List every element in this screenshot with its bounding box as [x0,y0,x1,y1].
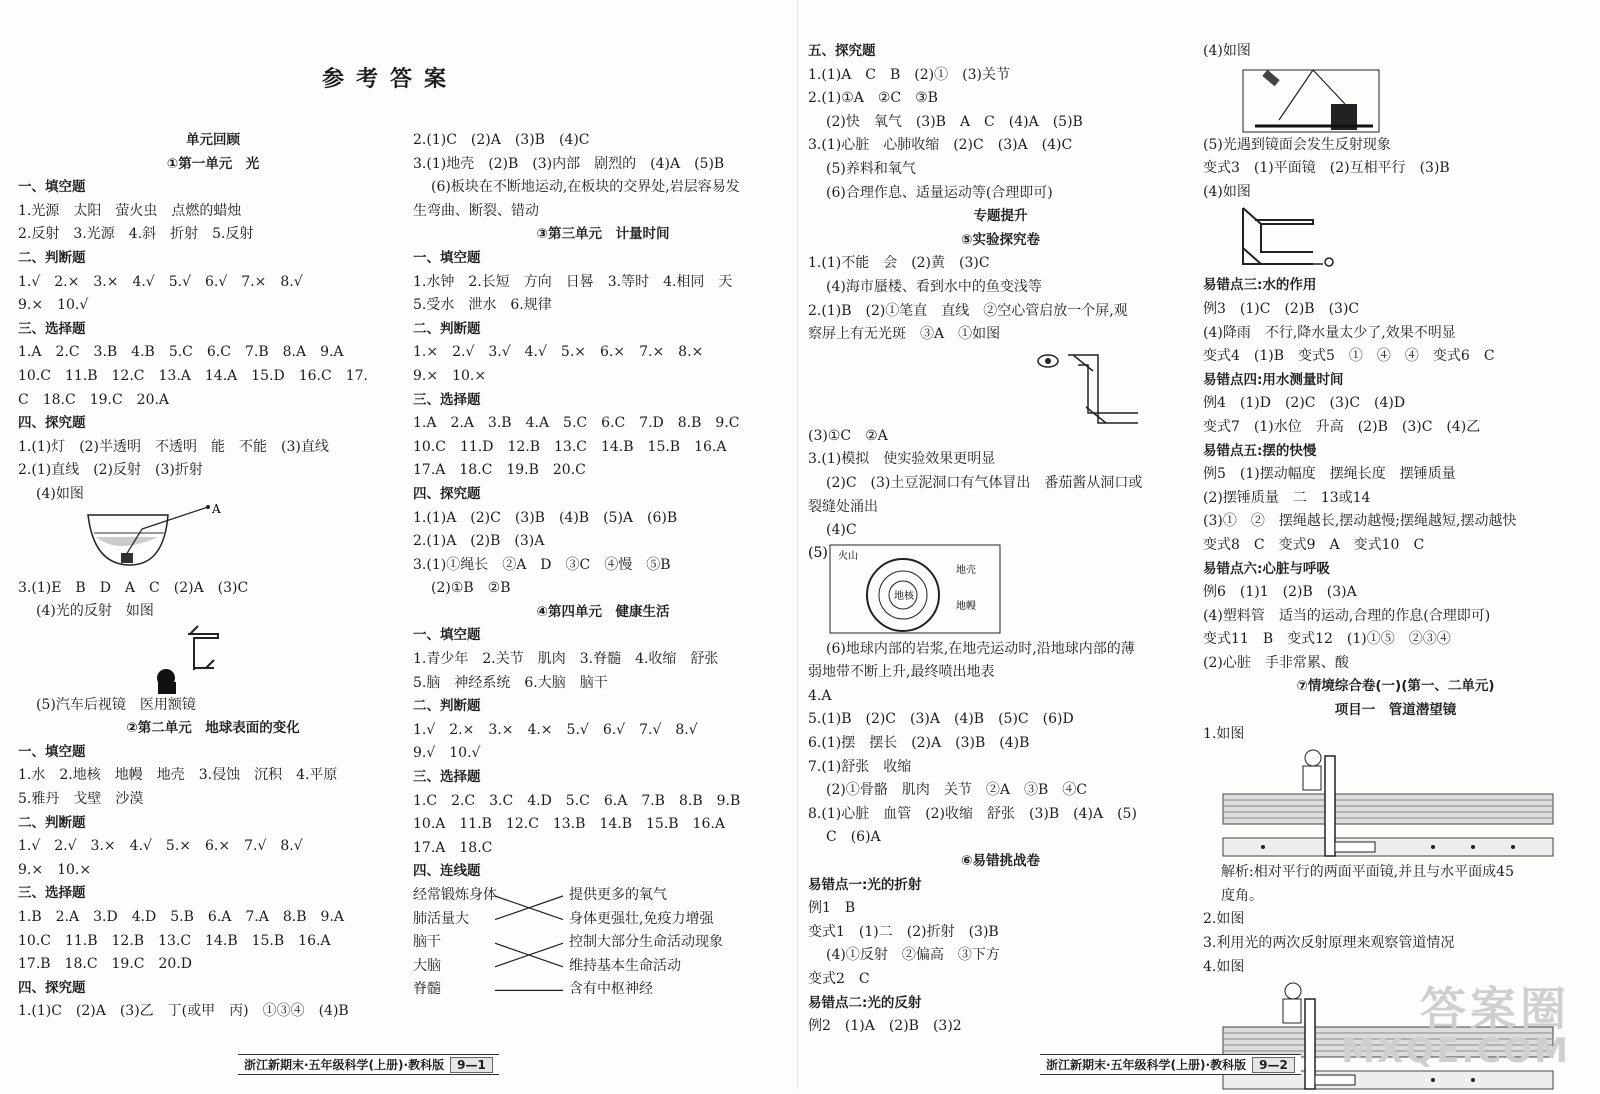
match-left-item: 大脑 [413,957,441,974]
section-heading: 三、选择题 [413,391,481,408]
page-gutter [797,0,798,1089]
section-heading: 一、填空题 [18,179,86,196]
footer-left [238,1054,499,1075]
answer-line: 2.反射 3.光源 4.斜 折射 5.反射 [18,226,254,243]
footer-right-text: 浙江新期末·五年级科学(上册)·教科版 [1046,1058,1247,1072]
unit-heading: ⑥易错挑战卷 [961,853,1040,870]
section-heading: 易错点三:水的作用 [1203,277,1317,294]
answer-line: 变式1 (1)二 (2)折射 (3)B [808,923,999,940]
section-heading: 易错点四:用水测量时间 [1203,371,1344,388]
answer-column-1 [18,129,408,1024]
answer-line: 1.如图 [1203,725,1245,742]
answer-line: C 18.C 19.C 20.A [18,391,170,408]
section-heading: 四、探究题 [18,415,86,432]
bowl-figure [18,501,408,577]
pipe1-figure [1203,746,1588,861]
match-right-item: 控制大部分生命活动现象 [569,934,723,951]
answer-line: 1.(1)A C B (2)① (3)关节 [808,66,1010,83]
volcano-mantle-label: 地幔 [956,600,976,612]
answer-line: 变式7 (1)水位 升高 (2)B (3)C (4)乙 [1203,418,1481,435]
section-heading: 易错点五:摆的快慢 [1203,442,1317,459]
answer-line: (5)养料和氧气 [826,160,916,177]
answer-line: 9.× 10.√ [18,297,89,314]
answer-line: 4.如图 [1203,958,1245,975]
footer-right-page: 9—2 [1252,1057,1295,1073]
unit-heading: 单元回顾 [186,132,240,148]
section-heading: 三、选择题 [18,885,86,902]
answer-line: 2.(1)①A ②C ③B [808,90,938,107]
unit-heading: ③第三单元 计量时间 [536,226,670,243]
answer-line: 3.(1)心脏 心肺收缩 (2)C (3)A (4)C [808,137,1073,154]
answer-line: 1.(1)灯 (2)半透明 不透明 能 不能 (3)直线 [18,438,329,455]
section-heading: 易错点六:心脏与呼吸 [1203,560,1330,577]
answer-line: 例3 (1)C (2)B (3)C [1203,300,1360,317]
answer-line: 4.A [808,687,832,704]
answer-line: 10.C 11.B 12.C 13.A 14.A 15.D 16.C 17. [18,367,368,384]
answer-line: 1.√ 2.× 3.× 4.√ 5.√ 6.√ 7.× 8.√ [18,273,303,290]
answer-line: 例4 (1)D (2)C (3)C (4)D [1203,395,1406,412]
answer-line: (2)①骨骼 肌肉 关节 ②A ③B ④C [826,782,1087,799]
answer-line: 2.(1)A (2)B (3)A [413,533,545,550]
answer-line: (3)①C ②A [808,427,888,444]
answer-line: (4)如图 [1203,43,1251,59]
answer-line: (5)光遇到镜面会发生反射现象 [1203,136,1391,153]
answer-line: 9.√ 10.√ [413,745,481,762]
answer-line: 5.受水 泄水 6.规律 [413,297,552,314]
answer-line: 17.B 18.C 19.C 20.D [18,956,192,973]
answer-line: (2)心脏 手非常累、酸 [1203,654,1349,671]
page-title: 参考答案 [321,67,458,92]
answer-line: 例1 B [808,900,856,917]
answer-line: 17.A 18.C 19.B 20.C [413,462,586,479]
unit-heading: 专题提升 [973,208,1028,225]
bowl-point-label: A [212,501,221,516]
section-heading: 易错点二:光的反射 [808,994,922,1011]
answer-line: 1.水钟 2.长短 方向 日晷 3.等时 4.相同 天 [413,273,733,290]
answer-line: 1.青少年 2.关节 肌肉 3.脊髓 4.收缩 舒张 [413,651,719,668]
section-heading: 一、填空题 [413,627,481,644]
section-heading: 三、选择题 [18,320,86,337]
answer-line: 度角。 [1221,887,1263,904]
section-heading: 易错点一:光的折射 [808,876,922,893]
answer-line: C (6)A [826,829,881,846]
answer-line: 1.水 2.地核 地幔 地壳 3.侵蚀 沉积 4.平原 [18,767,338,784]
section-heading: 四、探究题 [18,979,86,996]
answer-line: 3.(1)E B D A C (2)A (3)C [18,579,249,596]
answer-line: (6)地球内部的岩浆,在地壳运动时,沿地球内部的薄 [826,640,1135,657]
match-right-item: 身体更强壮,免疫力增强 [569,910,714,927]
answer-line: 例5 (1)摆动幅度 摆绳长度 摆锤质量 [1203,466,1456,483]
answer-line: (2)C (3)土豆泥洞口有气体冒出 番茄酱从洞口或 [826,474,1143,491]
answer-line: 1.√ 2.× 3.× 4.× 5.√ 6.√ 7.√ 8.√ [413,721,698,738]
answer-line: 1.A 2.C 3.B 4.B 5.C 6.C 7.B 8.A 9.A [18,344,344,361]
matching-exercise [413,884,793,1002]
answer-line: (6)板块在不断地运动,在板块的交界处,岩层容易发 [431,179,740,196]
answer-line: 变式2 C [808,971,870,987]
volcano-core-label: 地核 [894,590,914,602]
answer-line: 变式11 B 变式12 (1)①⑤ ②③④ [1203,631,1451,648]
answer-line: (2)摆锤质量 二 13或14 [1203,489,1371,506]
answer-column-2 [413,129,793,1002]
answer-line: 2.(1)B (2)①笔直 直线 ②空心管启放一个屏,观 [808,302,1128,319]
unit-heading: ⑤实验探究卷 [961,231,1040,248]
answer-line: (4)塑料管 适当的运动,合理的作息(合理即可) [1203,607,1491,624]
periscope1-figure [18,624,408,694]
answer-line: 1.光源 太阳 萤火虫 点燃的蜡烛 [18,202,242,219]
answer-line: 8.(1)心脏 血管 (2)收缩 舒张 (3)B (4)A (5) [808,805,1137,822]
answer-line: (4)如图 [36,485,84,502]
answer-line: (2)①B ②B [431,580,511,597]
answer-column-4 [1203,40,1588,1094]
section-heading: 四、连线题 [413,863,481,880]
answer-line: 10.C 11.B 12.B 13.C 14.B 15.B 16.A [18,932,331,949]
answer-line: 2.(1)直线 (2)反射 (3)折射 [18,462,203,479]
section-heading: 三、选择题 [413,769,481,786]
answer-line: 解析:相对平行的两面平面镜,并且与水平面成45 [1221,864,1514,881]
periscope2-figure [808,347,1193,425]
answer-line: 5.(1)B (2)C (3)A (4)B (5)C (6)D [808,711,1074,728]
match-left-item: 经常锻炼身体 [413,887,497,903]
answer-line: 2.(1)C (2)A (3)B (4)C [413,132,590,148]
answer-line: 10.C 11.D 12.B 13.C 14.B 15.B 16.A [413,438,727,455]
section-heading: 四、探究题 [413,485,481,502]
answer-line: (2)快 氧气 (3)B A C (4)A (5)B [826,113,1083,130]
answer-line: (3)① ② 摆绳越长,摆动越慢;摆绳越短,摆动越快 [1203,513,1517,530]
answer-line: 变式4 (1)B 变式5 ① ④ ④ 变式6 C [1203,348,1495,365]
answer-line: 9.× 10.× [413,367,487,384]
answer-line: 1.B 2.A 3.D 4.D 5.B 6.A 7.A 8.B 9.A [18,909,344,926]
match-left-item: 脑干 [413,934,441,951]
answer-line: 2.如图 [1203,911,1245,928]
answer-line: 例2 (1)A (2)B (3)2 [808,1018,962,1035]
watermark-top: 答案圈 [1420,982,1570,1036]
answer-line: 例6 (1)1 (2)B (3)A [1203,584,1357,601]
match-right-item: 维持基本生命活动 [569,957,681,974]
match-left-item: 肺活量大 [413,910,469,927]
match-right-item: 提供更多的氧气 [569,887,667,903]
watermark [1341,982,1570,1071]
answer-line: (4)降雨 不行,降水量太少了,效果不明显 [1203,324,1456,341]
answer-line: 裂缝处涌出 [808,498,878,515]
answer-line: 1.(1)C (2)A (3)乙 丁(或甲 丙) ①③④ (4)B [18,1003,349,1020]
answer-line: 1.(1)A (2)C (3)B (4)B (5)A (6)B [413,509,678,526]
unit-heading: ⑦情境综合卷(一)(第一、二单元) [1296,678,1495,695]
answer-line: (4)如图 [1203,183,1251,200]
section-heading: 二、判断题 [413,320,481,337]
answer-line: (4)①反射 ②偏高 ③下方 [826,947,1000,964]
answer-line: (6)合理作息、适量运动等(合理即可) [826,184,1053,201]
answer-line: 察屏上有无光斑 ③A ①如图 [808,326,1001,343]
answer-line: 变式8 C 变式9 A 变式10 C [1203,536,1425,553]
answer-line: 3.利用光的两次反射原理来观察管道情况 [1203,935,1455,952]
section-heading: 一、填空题 [413,249,481,266]
answer-line: (4)光的反射 如图 [36,603,154,620]
answer-line: 生弯曲、断裂、错动 [413,202,539,219]
answer-line: 1.(1)不能 会 (2)黄 (3)C [808,255,990,272]
answer-line: 弱地带不断上升,最终喷出地表 [808,664,995,681]
match-left-item: 脊髓 [413,981,441,998]
answer-line: 3.(1)模拟 使实验效果更明显 [808,451,996,468]
answer-line: 9.× 10.× [18,861,92,878]
answer-line: 7.(1)舒张 收缩 [808,758,912,775]
answer-line: 1.√ 2.√ 3.× 4.√ 5.× 6.× 7.√ 8.√ [18,838,303,855]
answer-line: (4)海市蜃楼、看到水中的鱼变浅等 [826,278,1042,295]
answer-line: (5)汽车后视镜 医用额镜 [36,696,196,713]
footer-left-page: 9—1 [450,1057,493,1073]
volcano-label: 火山 [838,550,858,562]
answer-line: 3.(1)地壳 (2)B (3)内部 剧烈的 (4)A (5)B [413,155,725,172]
volcano-prefix: (5) [808,544,828,561]
answer-line: 6.(1)摆 摆长 (2)A (3)B (4)B [808,735,1030,752]
mirror-figure [1203,64,1588,134]
answer-line: 17.A 18.C [413,839,493,856]
unit-heading: ②第二单元 地球表面的变化 [126,720,300,737]
volcano-crust-label: 地壳 [956,564,976,576]
answer-line: 1.× 2.√ 3.√ 4.√ 5.× 6.× 7.× 8.× [413,344,704,361]
volcano-figure [808,543,1193,638]
periscope3-figure [1203,204,1588,274]
answer-line: 1.A 2.A 3.B 4.A 5.C 6.C 7.D 8.B 9.C [413,415,740,432]
answer-line: 5.脑 神经系统 6.大脑 脑干 [413,674,608,691]
answer-line: 5.雅丹 戈壁 沙漠 [18,791,144,808]
answer-line: 3.(1)①绳长 ②A D ③C ④慢 ⑤B [413,556,671,573]
section-heading: 五、探究题 [808,43,876,59]
section-heading: 二、判断题 [18,249,86,266]
answer-column-3 [808,40,1193,1039]
match-right-item: 含有中枢神经 [569,981,653,998]
unit-heading: ①第一单元 光 [166,155,260,172]
section-heading: 一、填空题 [18,743,86,760]
answer-line: 1.C 2.C 3.C 4.D 5.C 6.A 7.B 8.B 9.B [413,792,741,809]
footer-left-text: 浙江新期末·五年级科学(上册)·教科版 [244,1058,445,1072]
answer-line: 变式3 (1)平面镜 (2)互相平行 (3)B [1203,160,1450,177]
answer-line: (4)C [826,522,857,539]
watermark-bottom: MXQE.COM [1341,1031,1570,1071]
section-heading: 二、判断题 [18,814,86,831]
section-heading: 二、判断题 [413,698,481,715]
unit-heading: ④第四单元 健康生活 [536,603,670,620]
footer-right [1040,1054,1301,1075]
unit-heading: 项目一 管道潜望镜 [1334,702,1457,719]
answer-line: 10.A 11.B 12.C 13.B 14.B 15.B 16.A [413,816,725,833]
